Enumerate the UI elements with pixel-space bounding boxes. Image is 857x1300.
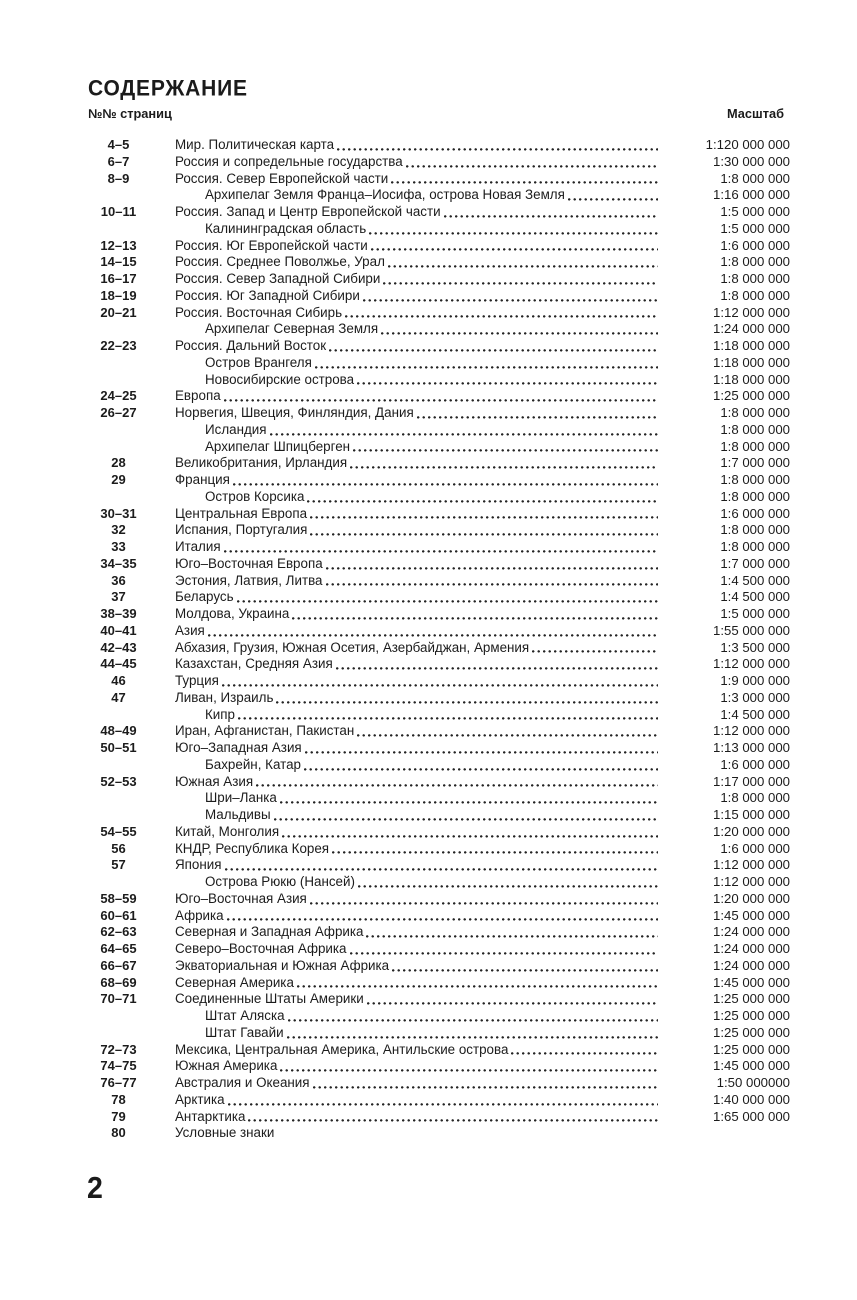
dot-leader [280, 1068, 658, 1072]
dot-leader [270, 432, 658, 436]
scale-value: 1:3 500 000 [720, 639, 790, 655]
toc-row [88, 774, 790, 791]
toc-row [88, 740, 790, 757]
scale-value: 1:18 000 000 [712, 338, 790, 353]
dot-leader [366, 934, 658, 938]
scale-value: 1:8 000 000 [720, 254, 790, 270]
page-range: 78 [111, 1091, 126, 1107]
entry-title: Китай, Монголия [175, 823, 280, 839]
toc-row [88, 656, 790, 673]
toc-row [88, 388, 790, 405]
scale-value: 1:5 000 000 [720, 606, 790, 621]
toc-row [88, 1025, 790, 1042]
toc-row [88, 556, 790, 573]
entry-title: Турция [175, 673, 219, 688]
dot-leader [332, 850, 658, 854]
scale-value: 1:8 000 000 [720, 421, 790, 437]
page-range: 34–35 [100, 555, 137, 571]
dot-leader [532, 649, 658, 653]
entry-title: Молдова, Украина [175, 606, 290, 621]
scale-value: 1:24 000 000 [712, 957, 790, 973]
page-range: 12–13 [100, 237, 137, 253]
page-number: 2 [87, 1170, 103, 1205]
scale-value: 1:12 000 000 [712, 723, 790, 739]
page-range: 46 [111, 673, 126, 688]
dot-leader [336, 666, 658, 670]
scale-value: 1:24 000 000 [712, 941, 790, 956]
dot-leader [350, 465, 658, 469]
scale-value: 1:7 000 000 [720, 555, 790, 571]
entry-title: Шри–Ланка [205, 790, 277, 806]
scale-value: 1:6 000 000 [720, 237, 790, 253]
entry-title: Абхазия, Грузия, Южная Осетия, Азербайджан, Армения [175, 639, 530, 655]
dot-leader [444, 214, 658, 218]
toc-row [88, 171, 790, 188]
dot-leader [305, 750, 658, 754]
entry-title: Южная Азия [175, 773, 254, 789]
dot-leader [315, 365, 658, 369]
dot-leader [256, 783, 658, 787]
scale-value: 1:65 000 000 [712, 1108, 790, 1124]
page-range: 72–73 [100, 1041, 137, 1057]
scale-value: 1:25 000 000 [712, 1008, 790, 1023]
toc-row [88, 137, 790, 154]
scale-value: 1:8 000 000 [720, 790, 790, 806]
scale-value: 1:24 000 000 [712, 924, 790, 940]
toc-row [88, 941, 790, 958]
toc-row [88, 204, 790, 221]
entry-title: Великобритания, Ирландия [175, 455, 348, 471]
toc-row [88, 640, 790, 657]
page-range: 62–63 [100, 924, 137, 940]
scale-value: 1:25 000 000 [712, 388, 790, 404]
scale-value: 1:18 000 000 [712, 371, 790, 387]
entry-title: Россия. Север Европейской части [175, 170, 389, 186]
scale-value: 1:4 500 000 [720, 706, 790, 722]
page-range: 4–5 [107, 137, 130, 152]
scale-value: 1:8 000 000 [720, 522, 790, 538]
page-range: 24–25 [100, 388, 137, 404]
toc-row [88, 975, 790, 992]
scale-value: 1:25 000 000 [712, 1041, 790, 1057]
toc-row [88, 288, 790, 305]
entry-title: Мальдивы [205, 807, 271, 822]
dot-leader [363, 298, 658, 302]
toc-row [88, 489, 790, 506]
toc-row [88, 422, 790, 439]
toc-row [88, 221, 790, 238]
entry-title: Испания, Португалия [175, 522, 308, 538]
entry-title: Юго–Западная Азия [175, 740, 302, 755]
entry-title: Россия. Юг Европейской части [175, 237, 368, 253]
entry-title: Юго–Восточная Азия [175, 890, 307, 906]
page-range: 66–67 [100, 957, 137, 973]
dot-leader [277, 1135, 658, 1139]
entry-title: Австралия и Океания [175, 1075, 310, 1090]
scale-value: 1:12 000 000 [712, 857, 790, 873]
page-range: 68–69 [100, 974, 137, 990]
entry-title: Бахрейн, Катар [205, 756, 301, 772]
scale-value: 1:8 000 000 [720, 287, 790, 303]
entry-title: Россия. Восточная Сибирь [175, 304, 343, 320]
column-header-row [88, 106, 790, 121]
toc-row [88, 807, 790, 824]
entry-title: Франция [175, 472, 230, 487]
toc-row [88, 187, 790, 204]
toc-row [88, 522, 790, 539]
toc-row [88, 154, 790, 171]
page-range: 42–43 [100, 639, 137, 655]
entry-title: Россия. Дальний Восток [175, 338, 327, 353]
page-range: 47 [111, 689, 126, 705]
entry-title: Архипелаг Земля Франца–Иосифа, острова Новая Земля [205, 187, 565, 203]
page-range: 33 [111, 539, 126, 554]
entry-title: Центральная Европа [175, 505, 308, 521]
entry-title: Италия [175, 539, 221, 554]
dot-leader [511, 1051, 658, 1055]
entry-title: Россия. Среднее Поволжье, Урал [175, 254, 385, 270]
dot-leader [288, 1018, 658, 1022]
toc-row [88, 757, 790, 774]
entry-title: Арктика [175, 1091, 225, 1107]
scale-value: 1:40 000 000 [712, 1091, 790, 1107]
scale-value: 1:6 000 000 [720, 756, 790, 772]
scale-value: 1:17 000 000 [712, 773, 790, 789]
entry-title: Северо–Восточная Африка [175, 941, 347, 956]
dot-leader [227, 917, 658, 921]
entry-title: КНДР, Республика Корея [175, 840, 330, 856]
page-range: 79 [111, 1108, 126, 1124]
toc-row [88, 338, 790, 355]
toc-row [88, 690, 790, 707]
dot-leader [392, 968, 658, 972]
scale-value: 1:4 500 000 [720, 589, 790, 605]
toc-row [88, 790, 790, 807]
scale-value: 1:3 000 000 [720, 689, 790, 705]
entry-title: Ливан, Израиль [175, 689, 274, 705]
dot-leader [406, 164, 658, 168]
scale-value: 1:45 000 000 [712, 907, 790, 923]
scale-value: 1:20 000 000 [712, 890, 790, 906]
page-range: 38–39 [100, 606, 137, 621]
entry-title: Россия. Север Западной Сибири [175, 271, 381, 286]
toc-row [88, 355, 790, 372]
entry-title: Соединенные Штаты Америки [175, 991, 364, 1007]
dot-leader [208, 633, 658, 637]
toc-row [88, 305, 790, 322]
toc-row [88, 238, 790, 255]
dot-leader [367, 1001, 658, 1005]
page-range: 80 [111, 1125, 126, 1141]
toc-row [88, 539, 790, 556]
entry-title: Япония [175, 857, 222, 873]
scale-value: 1:18 000 000 [712, 354, 790, 370]
page-range: 32 [111, 522, 126, 538]
scale-value: 1:6 000 000 [720, 840, 790, 856]
scale-value: 1:24 000 000 [712, 321, 790, 337]
entry-title: Эстония, Латвия, Литва [175, 572, 323, 588]
scale-value: 1:16 000 000 [712, 187, 790, 203]
dot-leader [383, 281, 658, 285]
scale-value: 1:120 000 000 [705, 137, 790, 152]
scale-value: 1:4 500 000 [720, 572, 790, 588]
scale-value: 1:9 000 000 [720, 673, 790, 688]
dot-leader [282, 834, 658, 838]
toc-row [88, 841, 790, 858]
toc-row [88, 1075, 790, 1092]
toc-row [88, 372, 790, 389]
toc-row [88, 321, 790, 338]
page-range: 28 [111, 455, 126, 471]
entry-title: Северная Америка [175, 974, 294, 990]
entry-title: Кипр [205, 706, 235, 722]
toc-row [88, 1008, 790, 1025]
dot-leader [248, 1118, 658, 1122]
page-range: 52–53 [100, 773, 137, 789]
page-range: 44–45 [100, 656, 137, 672]
page-range: 20–21 [100, 304, 137, 320]
dot-leader [225, 867, 659, 871]
toc-row [88, 723, 790, 740]
page-range: 30–31 [100, 505, 137, 521]
dot-leader [233, 482, 658, 486]
dot-leader [358, 884, 658, 888]
entry-title: Архипелаг Северная Земля [205, 321, 379, 337]
scale-value: 1:25 000 000 [712, 991, 790, 1007]
toc-row [88, 472, 790, 489]
entry-title: Россия. Юг Западной Сибири [175, 287, 360, 303]
column-header-pages: №№ страниц [88, 106, 172, 121]
dot-leader [310, 901, 658, 905]
scale-value: 1:8 000 000 [720, 488, 790, 504]
scale-value: 1:12 000 000 [712, 304, 790, 320]
entry-title: Россия. Запад и Центр Европейской части [175, 204, 441, 219]
dot-leader [222, 683, 658, 687]
entry-title: Юго–Восточная Европа [175, 555, 323, 571]
entry-title: Мир. Политическая карта [175, 137, 335, 152]
page-range: 48–49 [100, 723, 137, 739]
dot-leader [371, 247, 658, 251]
entry-title: Европа [175, 388, 221, 404]
entry-title: Африка [175, 907, 224, 923]
entry-title: Условные знаки [175, 1125, 275, 1141]
entry-title: Казахстан, Средняя Азия [175, 656, 333, 672]
dot-leader [345, 314, 658, 318]
dot-leader [350, 951, 659, 955]
toc-row [88, 891, 790, 908]
toc-row [88, 673, 790, 690]
dot-leader [310, 515, 658, 519]
entry-title: Россия и сопредельные государства [175, 153, 403, 169]
dot-leader [297, 984, 658, 988]
scale-value: 1:55 000 000 [712, 622, 790, 638]
entry-title: Остров Врангеля [205, 354, 312, 370]
page-range: 60–61 [100, 907, 137, 923]
page-range: 37 [111, 589, 126, 605]
scale-value: 1:12 000 000 [712, 874, 790, 889]
column-header-scale: Масштаб [726, 106, 784, 121]
scale-value: 1:50 000000 [716, 1075, 790, 1090]
page-range: 64–65 [100, 941, 137, 956]
scale-value: 1:8 000 000 [720, 170, 790, 186]
toc-row [88, 506, 790, 523]
toc-row [88, 254, 790, 271]
toc-row [88, 573, 790, 590]
scale-value: 1:8 000 000 [720, 472, 790, 487]
page-range: 10–11 [100, 204, 137, 219]
scale-value: 1:6 000 000 [720, 505, 790, 521]
entry-title: Архипелаг Шпицберген [205, 438, 351, 454]
toc-row [88, 1109, 790, 1126]
page-range: 22–23 [100, 338, 137, 353]
toc-row [88, 589, 790, 606]
dot-leader [237, 599, 658, 603]
page-range: 58–59 [100, 890, 137, 906]
toc-row [88, 924, 790, 941]
toc-row [88, 857, 790, 874]
dot-leader [337, 147, 658, 151]
scale-value: 1:5 000 000 [720, 220, 790, 236]
dot-leader [353, 448, 658, 452]
toc-row [88, 405, 790, 422]
page-range: 54–55 [100, 823, 137, 839]
scale-value: 1:8 000 000 [720, 405, 790, 420]
dot-leader [357, 733, 658, 737]
dot-leader [224, 398, 658, 402]
entry-title: Азия [175, 622, 205, 638]
dot-leader [228, 1102, 658, 1106]
page-range: 57 [111, 857, 126, 873]
toc-row [88, 439, 790, 456]
scale-value: 1:30 000 000 [712, 153, 790, 169]
dot-leader [388, 264, 658, 268]
toc-row [88, 1042, 790, 1059]
entry-title: Беларусь [175, 589, 234, 605]
entry-title: Острова Рюкю (Нансей) [205, 874, 355, 889]
entry-title: Северная и Западная Африка [175, 924, 364, 940]
toc-row [88, 824, 790, 841]
dot-leader [357, 381, 658, 385]
dot-leader [287, 1035, 658, 1039]
entry-title: Норвегия, Швеция, Финляндия, Дания [175, 405, 414, 420]
toc-row [88, 455, 790, 472]
page-range: 36 [111, 572, 126, 588]
dot-leader [381, 331, 658, 335]
dot-leader [326, 566, 658, 570]
dot-leader [369, 231, 658, 235]
page-range: 6–7 [107, 153, 130, 169]
entry-title: Новосибирские острова [205, 371, 355, 387]
page-range: 40–41 [100, 622, 137, 638]
scale-value: 1:7 000 000 [720, 455, 790, 471]
dot-leader [313, 1085, 658, 1089]
entry-title: Иран, Афганистан, Пакистан [175, 723, 355, 739]
scale-value: 1:12 000 000 [712, 656, 790, 672]
scale-value: 1:13 000 000 [712, 740, 790, 755]
dot-leader [326, 582, 659, 586]
scale-value: 1:45 000 000 [712, 1058, 790, 1074]
dot-leader [274, 817, 658, 821]
toc-row [88, 1125, 790, 1142]
entry-title: Антарктика [175, 1108, 246, 1124]
toc-row [88, 606, 790, 623]
dot-leader [304, 767, 658, 771]
page-range: 50–51 [100, 740, 137, 755]
toc-row [88, 908, 790, 925]
scale-value: 1:8 000 000 [720, 438, 790, 454]
toc-row [88, 958, 790, 975]
toc-list [88, 137, 790, 1142]
page-range: 76–77 [100, 1075, 137, 1090]
entry-title: Штат Гавайи [205, 1024, 284, 1040]
dot-leader [391, 180, 658, 184]
toc-row [88, 1058, 790, 1075]
dot-leader [224, 549, 658, 553]
page-range: 14–15 [100, 254, 137, 270]
dot-leader [276, 700, 658, 704]
dot-leader [568, 197, 658, 201]
entry-title: Остров Корсика [205, 488, 305, 504]
scale-value: 1:25 000 000 [712, 1024, 790, 1040]
dot-leader [307, 499, 658, 503]
entry-title: Мексика, Центральная Америка, Антильские острова [175, 1041, 509, 1057]
dot-leader [238, 716, 658, 720]
dot-leader [329, 348, 658, 352]
page-range: 26–27 [100, 405, 137, 420]
toc-row [88, 623, 790, 640]
scale-value: 1:20 000 000 [712, 823, 790, 839]
page-range: 56 [111, 840, 126, 856]
scale-value: 1:45 000 000 [712, 974, 790, 990]
entry-title: Штат Аляска [205, 1008, 285, 1023]
toc-row [88, 271, 790, 288]
scale-value: 1:8 000 000 [720, 271, 790, 286]
page-range: 29 [111, 472, 126, 487]
entry-title: Экваториальная и Южная Африка [175, 957, 390, 973]
page-range: 18–19 [100, 287, 137, 303]
dot-leader [417, 415, 658, 419]
toc-row [88, 874, 790, 891]
entry-title: Калининградская область [205, 220, 367, 236]
scale-value: 1:15 000 000 [712, 807, 790, 822]
scale-value: 1:8 000 000 [720, 539, 790, 554]
page-title: СОДЕРЖАНИЕ [88, 77, 248, 101]
toc-row [88, 707, 790, 724]
dot-leader [292, 616, 658, 620]
dot-leader [280, 800, 658, 804]
page-range: 8–9 [107, 170, 130, 186]
scale-value: 1:5 000 000 [720, 204, 790, 219]
page-range: 74–75 [100, 1058, 137, 1074]
entry-title: Южная Америка [175, 1058, 278, 1074]
entry-title: Исландия [205, 421, 267, 437]
dot-leader [310, 532, 658, 536]
toc-row [88, 991, 790, 1008]
page-range: 70–71 [100, 991, 137, 1007]
toc-row [88, 1092, 790, 1109]
page-range: 16–17 [100, 271, 137, 286]
